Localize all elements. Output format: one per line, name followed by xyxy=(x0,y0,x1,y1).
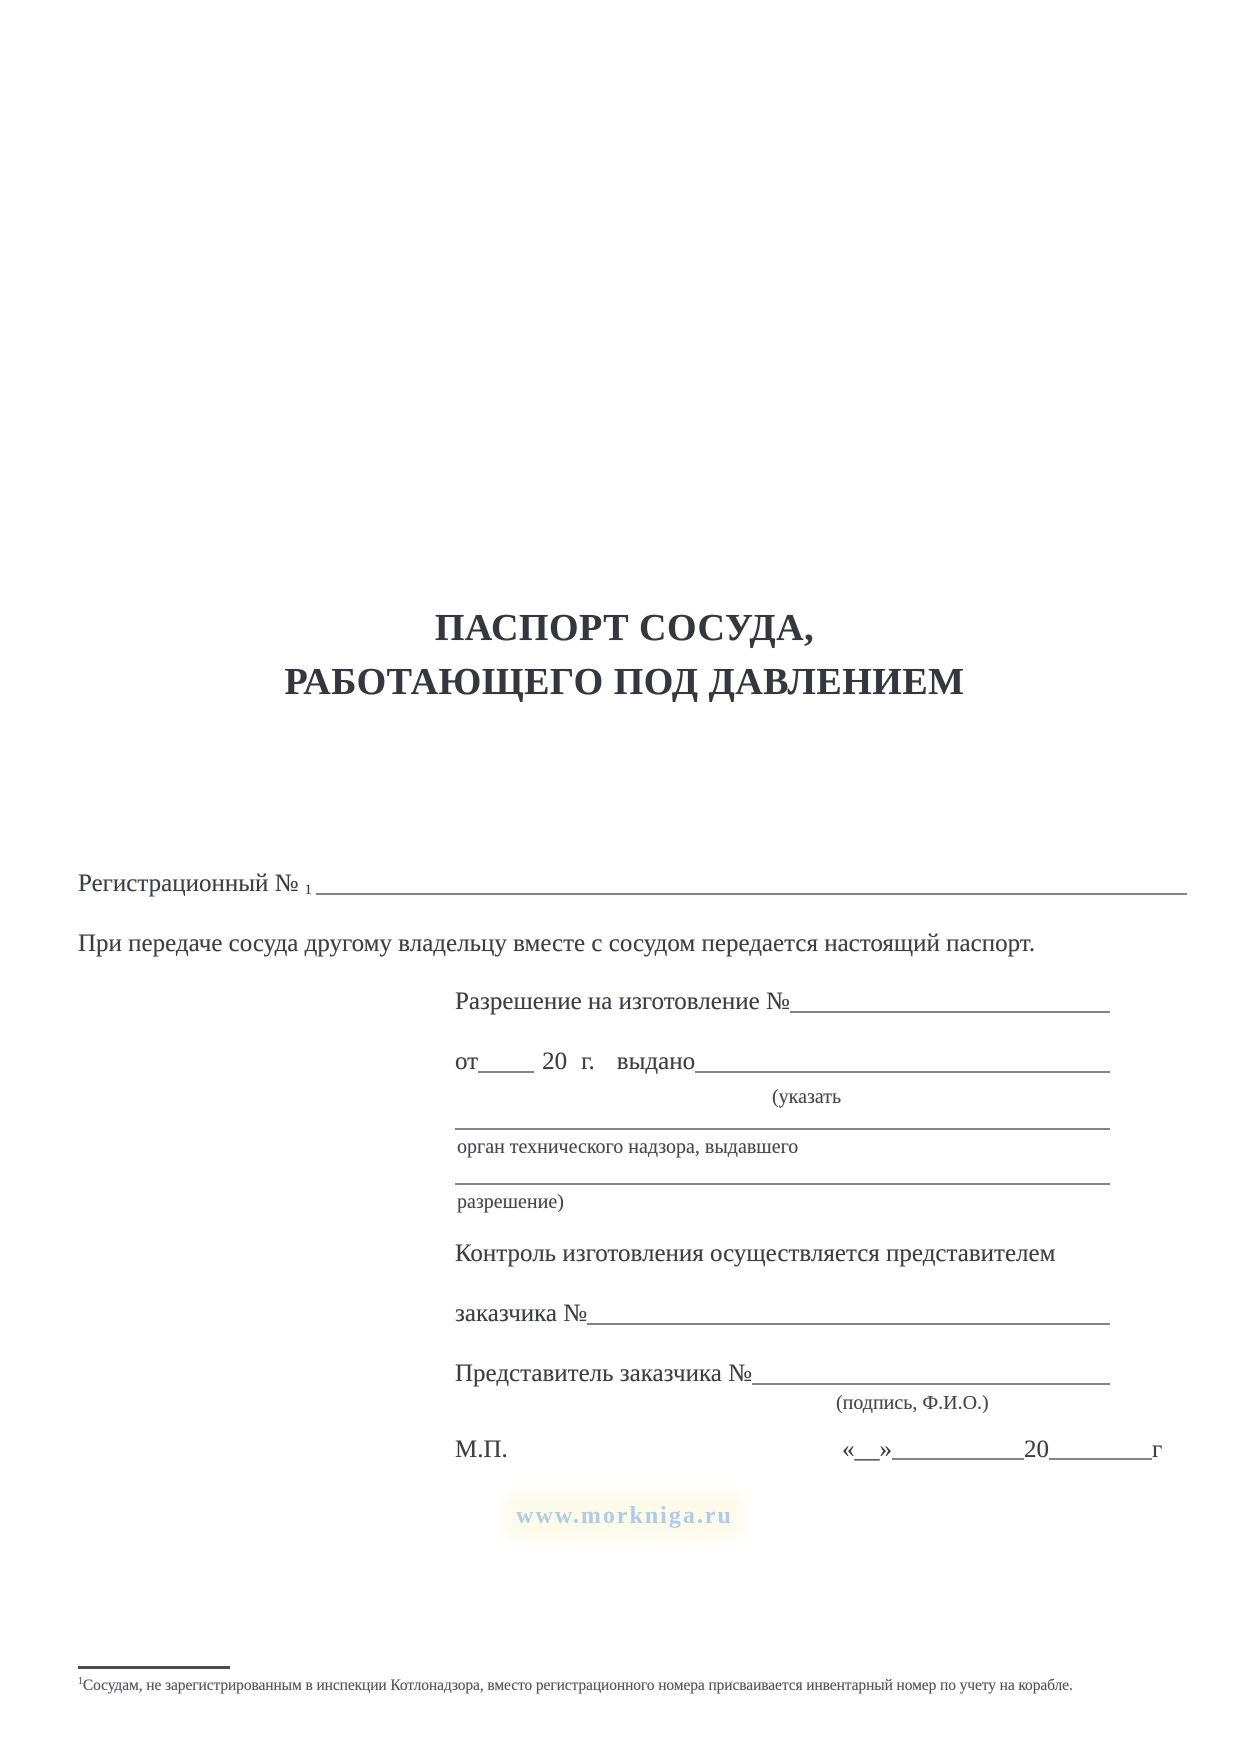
registration-number-label: Регистрационный № xyxy=(78,870,299,897)
footnote-text: Сосудам, не зарегистрированным в инспекции Котлонадзора, вместо регистрационного номера присваивается инвентарный номер по учету на корабле. xyxy=(82,1677,1073,1695)
signature-caption: (подпись, Ф.И.О.) xyxy=(836,1392,989,1414)
permit-issuer-blank xyxy=(695,1071,1110,1073)
permit-issuer-caption: (указать xyxy=(772,1086,842,1108)
footnote-separator xyxy=(78,1666,230,1669)
transfer-note: При передаче сосуда другому владельцу вместе с сосудом передается настоящий паспорт. xyxy=(78,930,1036,957)
control-statement: Контроль изготовления осуществляется представителем xyxy=(455,1240,1056,1267)
permit-razreshenie-caption: разрешение) xyxy=(457,1191,564,1213)
permit-number-blank xyxy=(790,1011,1110,1013)
stamp-year-prefix: 20 xyxy=(1024,1436,1049,1463)
stamp-year-suffix: г xyxy=(1152,1436,1163,1463)
permit-issuer-blank-line2 xyxy=(455,1128,1110,1130)
permit-organ-caption: орган технического надзора, выдавшего xyxy=(457,1136,799,1158)
permit-year-label: 20 xyxy=(542,1048,568,1075)
permit-date-blank xyxy=(478,1071,534,1073)
permit-number-row xyxy=(455,986,1110,1017)
registration-number-blank xyxy=(316,893,1187,895)
registration-footnote-ref: 1 xyxy=(304,881,313,898)
representative-label: Представитель заказчика № xyxy=(455,1360,752,1387)
registration-number-row xyxy=(78,868,1187,899)
stamp-date-group xyxy=(842,1436,1172,1464)
watermark-text: www.morkniga.ru xyxy=(516,1503,733,1529)
representative-blank xyxy=(752,1383,1110,1385)
control-statement-row xyxy=(455,1238,1110,1269)
footnote xyxy=(78,1676,1191,1696)
permit-from-label: от xyxy=(455,1048,479,1075)
customer-number-row xyxy=(455,1298,1110,1329)
document-title-line2: РАБОТАЮЩЕГО ПОД ДАВЛЕНИЕМ xyxy=(284,661,965,703)
permit-number-label: Разрешение на изготовление № xyxy=(455,988,790,1015)
stamp-date-quotes: «__» xyxy=(842,1436,892,1463)
document-title xyxy=(0,601,1249,709)
watermark-row xyxy=(0,1503,1249,1530)
customer-number-label: заказчика № xyxy=(455,1300,588,1327)
stamp-date-row xyxy=(455,1436,1172,1464)
stamp-place-label: М.П. xyxy=(455,1436,508,1463)
stamp-year-blank xyxy=(1049,1458,1152,1460)
permit-issued-label: выдано xyxy=(616,1048,696,1075)
customer-number-blank xyxy=(587,1323,1110,1325)
permit-issuer-blank-line3 xyxy=(455,1183,1110,1185)
permit-year-abbr: г. xyxy=(581,1048,595,1075)
footnote-ref: 1 xyxy=(78,1676,83,1687)
document-title-line1: ПАСПОРТ СОСУДА, xyxy=(434,607,815,649)
permit-date-row xyxy=(455,1046,1110,1077)
stamp-month-blank xyxy=(892,1458,1024,1460)
representative-row xyxy=(455,1358,1110,1389)
